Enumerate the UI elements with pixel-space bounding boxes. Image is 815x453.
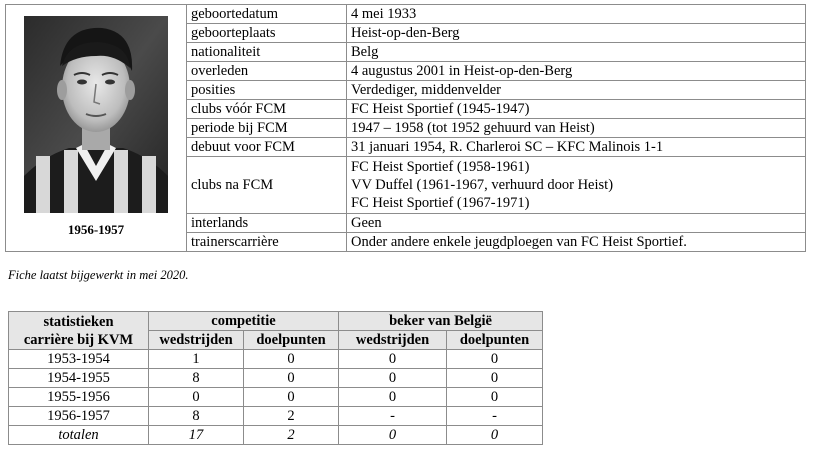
stats-comp-matches: 8 — [149, 369, 244, 388]
fiche-value-birthdate: 4 mei 1933 — [347, 5, 806, 24]
stats-totals-cup-matches: 0 — [339, 426, 447, 445]
stats-cup-matches: - — [339, 407, 447, 426]
stats-totals-comp-matches: 17 — [149, 426, 244, 445]
stats-comp-goals: 0 — [244, 350, 339, 369]
club-after-line: FC Heist Sportief (1958-1961) — [351, 159, 530, 175]
fiche-value-nationality: Belg — [347, 43, 806, 62]
table-row — [9, 388, 543, 407]
stats-season: 1956-1957 — [9, 407, 149, 426]
fiche-label-nationality: nationaliteit — [187, 43, 347, 62]
table-row — [9, 369, 543, 388]
photo-caption: 1956-1957 — [67, 222, 125, 237]
stats-totals-cup-goals: 0 — [447, 426, 543, 445]
fiche-value-clubs-after — [347, 157, 806, 214]
stats-comp-matches: 0 — [149, 388, 244, 407]
fiche-value-coaching: Onder andere enkele jeugdploegen van FC Heist Sportief. — [347, 233, 806, 252]
stats-comp-goals: 0 — [244, 369, 339, 388]
stats-cup-matches: 0 — [339, 388, 447, 407]
stats-cup-matches: 0 — [339, 350, 447, 369]
fiche-update-note: Fiche laatst bijgewerkt in mei 2020. — [8, 268, 189, 282]
stats-corner-line1: statistieken — [43, 313, 114, 330]
stats-season: 1955-1956 — [9, 388, 149, 407]
stats-col-cup-goals: doelpunten — [447, 331, 543, 350]
fiche-label-deceased: overleden — [187, 62, 347, 81]
fiche-value-caps: Geen — [347, 214, 806, 233]
stats-cup-matches: 0 — [339, 369, 447, 388]
stats-corner-line2: carrière bij KVM — [23, 331, 134, 348]
career-stats-table — [8, 311, 543, 445]
fiche-label-caps: interlands — [187, 214, 347, 233]
stats-totals-row — [9, 426, 543, 445]
fiche-value-period: 1947 – 1958 (tot 1952 gehuurd van Heist) — [347, 119, 806, 138]
fiche-value-positions: Verdediger, middenvelder — [347, 81, 806, 100]
stats-header-row — [9, 312, 543, 331]
fiche-label-clubs-after: clubs na FCM — [187, 157, 347, 214]
club-after-line: VV Duffel (1961-1967, verhuurd door Heist) — [351, 177, 614, 193]
fiche-label-coaching: trainerscarrière — [187, 233, 347, 252]
fiche-value-deceased: 4 augustus 2001 in Heist-op-den-Berg — [347, 62, 806, 81]
club-after-line: FC Heist Sportief (1967-1971) — [351, 195, 530, 211]
stats-group-cup: beker van België — [339, 312, 543, 331]
stats-totals-label: totalen — [9, 426, 149, 445]
stats-season: 1954-1955 — [9, 369, 149, 388]
stats-comp-goals: 2 — [244, 407, 339, 426]
stats-corner-header — [9, 312, 149, 350]
photo-cell — [6, 5, 187, 252]
stats-col-cup-matches: wedstrijden — [339, 331, 447, 350]
fiche-label-positions: posities — [187, 81, 347, 100]
stats-col-comp-goals: doelpunten — [244, 331, 339, 350]
stats-cup-goals: 0 — [447, 388, 543, 407]
stats-group-competition: competitie — [149, 312, 339, 331]
fiche-label-birthplace: geboorteplaats — [187, 24, 347, 43]
stats-comp-matches: 8 — [149, 407, 244, 426]
stats-comp-matches: 1 — [149, 350, 244, 369]
fiche-value-debut: 31 januari 1954, R. Charleroi SC – KFC Malinois 1-1 — [347, 138, 806, 157]
stats-totals-comp-goals: 2 — [244, 426, 339, 445]
table-row — [9, 407, 543, 426]
player-fiche-table — [5, 4, 806, 252]
stats-cup-goals: 0 — [447, 350, 543, 369]
stats-col-comp-matches: wedstrijden — [149, 331, 244, 350]
stats-cup-goals: 0 — [447, 369, 543, 388]
player-photo — [24, 16, 168, 213]
stats-comp-goals: 0 — [244, 388, 339, 407]
stats-season: 1953-1954 — [9, 350, 149, 369]
fiche-value-clubs-before: FC Heist Sportief (1945-1947) — [347, 100, 806, 119]
fiche-label-period: periode bij FCM — [187, 119, 347, 138]
fiche-label-birthdate: geboortedatum — [187, 5, 347, 24]
fiche-label-debut: debuut voor FCM — [187, 138, 347, 157]
fiche-label-clubs-before: clubs vóór FCM — [187, 100, 347, 119]
fiche-value-birthplace: Heist-op-den-Berg — [347, 24, 806, 43]
stats-cup-goals: - — [447, 407, 543, 426]
table-row — [9, 350, 543, 369]
